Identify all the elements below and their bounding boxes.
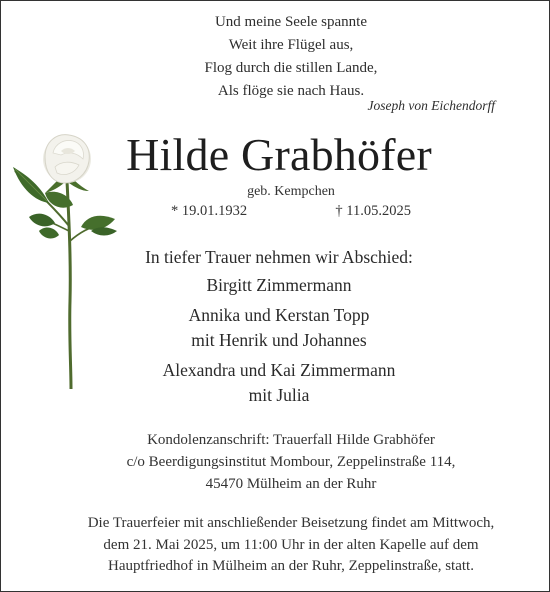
poem-line: Und meine Seele spannte <box>214 14 368 30</box>
deceased-name: Hilde Grabhöfer <box>126 129 432 180</box>
mourner-line: mit Julia <box>248 385 310 405</box>
mourner-line: mit Henrik und Johannes <box>191 330 367 350</box>
poem-line: Weit ihre Flügel aus, <box>228 37 354 53</box>
address-line: 45470 Mülheim an der Ruhr <box>205 476 377 492</box>
birth-date: * 19.01.1932 <box>171 203 248 219</box>
condolence-address <box>61 429 521 495</box>
mourner-line: Alexandra und Kai Zimmermann <box>162 360 396 380</box>
mourner-line: Birgitt Zimmermann <box>206 275 352 295</box>
ceremony-line: dem 21. Mai 2025, um 11:00 Uhr in der alten Kapelle auf dem <box>103 536 479 553</box>
death-date: † 11.05.2025 <box>335 203 411 219</box>
ceremony-notice <box>31 513 550 578</box>
poem-line: Als flöge sie nach Haus. <box>217 83 365 99</box>
life-dates <box>171 203 411 220</box>
mourners-heading: In tiefer Trauer nehmen wir Abschied: <box>145 247 413 267</box>
address-line: c/o Beerdigungsinstitut Mombour, Zeppelinstraße 114, <box>126 454 456 470</box>
address-line: Kondolenzanschrift: Trauerfall Hilde Grabhöfer <box>147 432 435 448</box>
poem-author: Joseph von Eichendorff <box>367 98 495 113</box>
maiden-name: geb. Kempchen <box>247 184 335 199</box>
mourners-block <box>109 245 449 408</box>
ceremony-line: Die Trauerfeier mit anschließender Beisetzung findet am Mittwoch, <box>87 515 495 531</box>
poem-line: Flog durch die stillen Lande, <box>204 60 378 76</box>
ceremony-line: Hauptfriedhof in Mülheim an der Ruhr, Zeppelinstraße, statt. <box>108 558 474 574</box>
mourner-line: Annika und Kerstan Topp <box>188 305 370 325</box>
poem <box>151 11 431 103</box>
